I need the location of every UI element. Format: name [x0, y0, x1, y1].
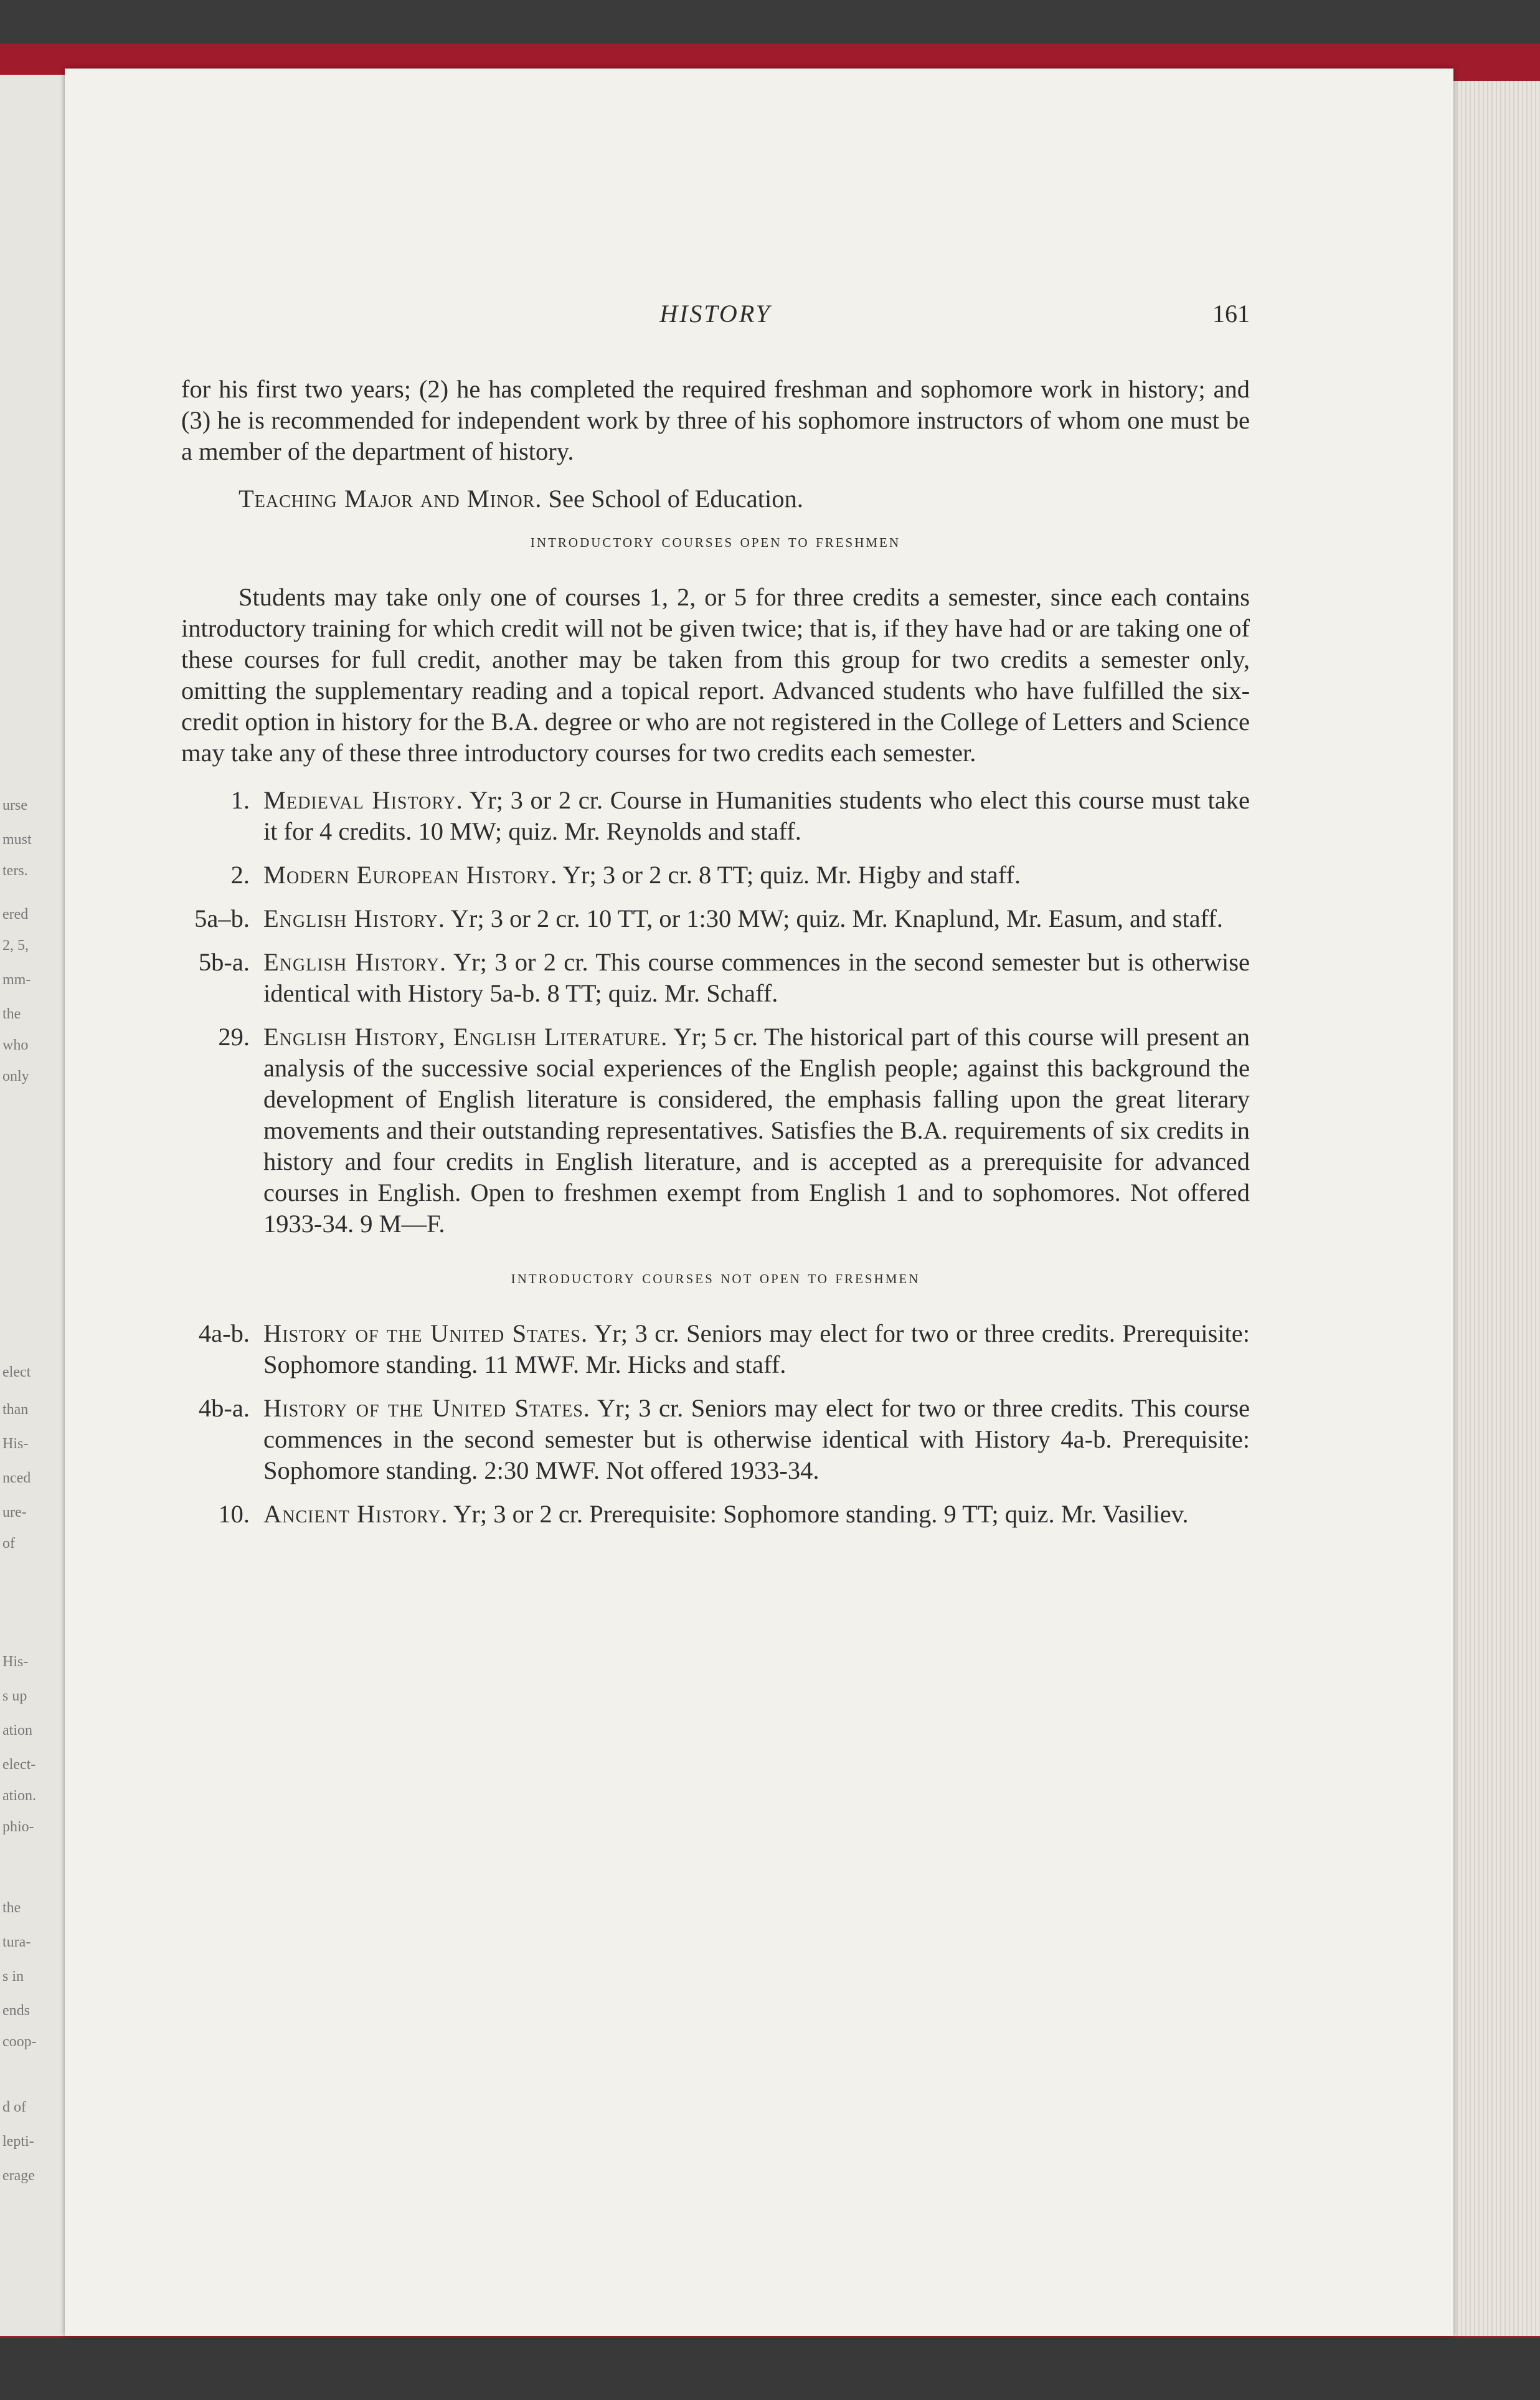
left-page-fragment: 2, 5, [2, 937, 29, 954]
left-facing-page-edge [0, 75, 72, 2336]
left-page-fragment: of [2, 1535, 15, 1552]
left-page-fragment: the [2, 1006, 21, 1022]
page-body [181, 374, 1250, 1530]
left-page-fragment: ered [2, 906, 29, 923]
course-details: Yr; 3 or 2 cr. Prerequisite: Sophomore standing. 9 TT; quiz. Mr. Vasiliev. [453, 1500, 1189, 1528]
left-page-fragment: ation [2, 1722, 32, 1738]
course-details: Yr; 3 cr. Seniors may elect for two or three credits. This course commences in the second semester but is otherwise identical with History 4a-b. Prerequisite: Sophomore standing. 2:30 MWF. Not offered 1933-34. [263, 1394, 1250, 1484]
course-title: English History. [263, 948, 447, 976]
course-details: Yr; 3 cr. Seniors may elect for two or three credits. Prerequisite: Sophomore standing. 11 MWF. Mr. Hicks and staff. [263, 1319, 1250, 1378]
left-page-fragment: s in [2, 1968, 24, 1985]
section-heading-open-to-freshmen: introductory courses open to freshmen [530, 531, 901, 551]
left-page-fragment: ation. [2, 1788, 36, 1804]
course-number: 4a-b. [198, 1319, 250, 1347]
course-number: 2. [230, 861, 250, 889]
course-description [263, 785, 1250, 847]
course-title: Ancient History. [263, 1500, 448, 1528]
course-entry [181, 1393, 1250, 1486]
course-number: 1. [230, 786, 250, 814]
left-page-fragment: ends [2, 2003, 30, 2019]
page-header [181, 299, 1250, 334]
course-number: 29. [218, 1023, 250, 1051]
left-page-fragment: must [2, 832, 32, 848]
left-page-fragment: urse [2, 797, 27, 813]
left-page-fragment: s up [2, 1688, 27, 1704]
left-page-fragment: tura- [2, 1934, 31, 1950]
left-page-fragment: coop- [2, 2034, 37, 2050]
teaching-label: Teaching Major and Minor. [239, 485, 542, 513]
left-page-fragment: who [2, 1037, 29, 1053]
left-page-fragment: phio- [2, 1819, 34, 1835]
left-page-fragment: ters. [2, 863, 28, 879]
course-description [263, 1499, 1250, 1530]
left-page-fragment: His- [2, 1436, 29, 1452]
page-number: 161 [1212, 300, 1250, 328]
course-description [263, 860, 1250, 891]
course-title: History of the United States. [263, 1319, 588, 1347]
left-page-fragment: the [2, 1900, 21, 1916]
course-entry [181, 1318, 1250, 1380]
left-page-fragment: mm- [2, 972, 31, 988]
section-heading-not-open-to-freshmen: introductory courses not open to freshmen [511, 1267, 920, 1288]
course-entry [181, 1022, 1250, 1240]
course-description [263, 947, 1250, 1009]
teaching-paragraph [181, 483, 1250, 515]
course-entry [181, 785, 1250, 847]
left-page-fragment: elect- [2, 1757, 36, 1773]
course-entry [181, 903, 1250, 934]
course-description [263, 1318, 1250, 1380]
course-number: 4b-a. [198, 1394, 250, 1422]
course-title: Medieval History. [263, 786, 463, 814]
course-entry [181, 1499, 1250, 1530]
section-intro-paragraph: Students may take only one of courses 1, 2, or 5 for three credits a semester, since each contains introductory training for which credit will not be given twice; that is, if they have had or are taking one of these courses for full credit, another may be taken from this group for two credits a semester only, omitting the supplementary reading and a topical report. Advanced students who have fulfilled the six-credit option in history for the B.A. degree or who are not registered in the College of Letters and Science may take any of these three introductory courses for two credits each semester. [181, 583, 1250, 767]
teaching-text: See School of Education. [548, 485, 803, 513]
course-details: Yr; 3 or 2 cr. Course in Humanities students who elect this course must take it for 4 credits. 10 MW; quiz. Mr. Reynolds and staff. [263, 786, 1250, 845]
stacked-page-edges [1453, 81, 1540, 2336]
course-description [263, 1022, 1250, 1240]
course-entry [181, 947, 1250, 1009]
left-page-fragment: only [2, 1068, 29, 1084]
course-title: History of the United States. [263, 1394, 590, 1422]
left-page-fragment: ure- [2, 1504, 27, 1520]
continued-paragraph: for his first two years; (2) he has completed the required freshman and sophomore work in history; and (3) he is recommended for independent work by three of his sophomore instructors of whom one must be a member of the department of history. [181, 375, 1250, 465]
scanner-background-bottom [0, 2338, 1540, 2400]
left-page-fragment: erage [2, 2168, 35, 2184]
left-page-fragment: nced [2, 1470, 31, 1486]
course-details: Yr; 3 or 2 cr. 10 TT, or 1:30 MW; quiz. Mr. Knaplund, Mr. Easum, and staff. [450, 904, 1223, 932]
course-entry [181, 860, 1250, 891]
course-details: Yr; 5 cr. The historical part of this course will present an analysis of the successive social experiences of the English people; against this background the development of English literature is considered, the emphasis falling upon the great literary movements and their outstanding representatives. Satisfies the B.A. requirements of six credits in history and four credits in English literature, and is accepted as a prerequisite for advanced courses in English. Open to freshmen exempt from English 1 and to sophomores. Not offered 1933-34. 9 M—F. [263, 1023, 1250, 1238]
left-page-fragment: d of [2, 2099, 26, 2115]
course-description [263, 903, 1250, 934]
left-page-fragment: lepti- [2, 2133, 34, 2150]
scanner-background-top [0, 0, 1540, 44]
course-details: Yr; 3 or 2 cr. This course commences in the second semester but is otherwise identical with History 5a-b. 8 TT; quiz. Mr. Schaff. [263, 948, 1250, 1007]
course-title: English History, English Literature. [263, 1023, 668, 1051]
course-number: 10. [218, 1500, 250, 1528]
course-details: Yr; 3 or 2 cr. 8 TT; quiz. Mr. Higby and staff. [562, 861, 1021, 889]
course-number: 5b-a. [198, 948, 250, 976]
course-title: English History. [263, 904, 445, 932]
left-page-fragment: than [2, 1402, 29, 1418]
course-description [263, 1393, 1250, 1486]
left-page-fragment: His- [2, 1654, 29, 1670]
course-number: 5a–b. [194, 904, 250, 932]
left-page-fragment: elect [2, 1364, 31, 1380]
running-title: HISTORY [659, 300, 772, 328]
course-title: Modern European History. [263, 861, 558, 889]
